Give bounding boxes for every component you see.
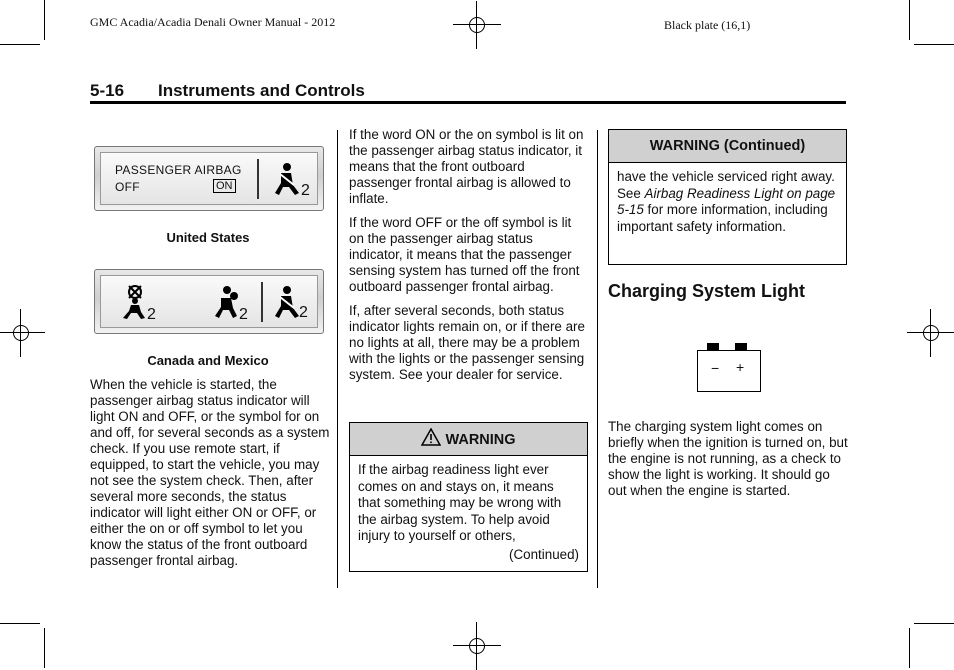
crop-mark: [914, 44, 954, 45]
paragraph: If the word OFF or the off symbol is lit on the passenger airbag status indicator, it means that the passenger sensing system has turned off the front outboard passenger frontal airbag.: [349, 215, 580, 294]
plus-symbol: +: [736, 359, 745, 375]
warning-body: [350, 456, 587, 569]
continued-label: (Continued): [509, 546, 579, 562]
panel-divider: [257, 159, 259, 199]
passenger-airbag-label: PASSENGER AIRBAG: [115, 163, 242, 177]
warning-continued-header: WARNING (Continued): [609, 130, 846, 163]
battery-terminal: [707, 343, 719, 350]
col1-text: [90, 377, 330, 577]
heading-charging-system-light: Charging System Light: [608, 281, 806, 301]
paragraph: The charging system light comes on briefly when the ignition is turned on, but the engine is not running, as a check to show the light is working. It should go out when the engine is started.: [608, 419, 848, 498]
panel-divider: [261, 282, 263, 322]
registration-mark: [463, 11, 491, 39]
paragraph: When the vehicle is started, the passenger airbag status indicator will light ON and OFF, or the symbol for on and off, for several seconds as a system check. If you use remote start, if equipped, to start the vehicle, you may not see the system check. Then, after several more seconds, the status indicator will light either ON or OFF, or either the on or off symbol to let you know the status of the front outboard passenger frontal airbag.: [90, 377, 330, 568]
warning-box: [349, 422, 588, 572]
seat-number: 2: [239, 306, 248, 323]
crop-mark: [914, 623, 954, 624]
manual-title: GMC Acadia/Acadia Denali Owner Manual - 2012: [90, 15, 336, 29]
warning-triangle-icon: [421, 428, 441, 446]
minus-symbol: −: [711, 360, 720, 376]
crop-mark: [909, 0, 910, 40]
registration-mark: [463, 632, 491, 660]
column-divider: [597, 130, 598, 588]
off-label: OFF: [115, 180, 140, 194]
crop-mark: [0, 44, 40, 45]
registration-mark: [7, 319, 35, 347]
warning-text: have the vehicle serviced right away. See: [617, 169, 835, 201]
cross-reference-link[interactable]: Airbag Readiness Light on page 5-15: [617, 185, 836, 217]
plate-label: Black plate (16,1): [664, 18, 751, 32]
column-divider: [337, 130, 338, 588]
figure-caption-canada: Canada and Mexico: [147, 353, 269, 368]
col2-text: [349, 127, 589, 391]
seat-number: 2: [301, 182, 310, 199]
canada-airbag-status-panel: [94, 269, 324, 334]
seat-number: 2: [147, 306, 156, 323]
warning-header: [350, 423, 587, 456]
page-number: 5-16: [90, 81, 125, 100]
seatbelt-passenger-icon: [271, 161, 303, 197]
warning-continued-box: [608, 129, 847, 265]
seat-number: 2: [299, 304, 308, 321]
crop-mark: [44, 628, 45, 668]
us-airbag-status-panel: [94, 146, 324, 211]
crop-mark: [44, 0, 45, 40]
battery-terminal: [735, 343, 747, 350]
paragraph: If, after several seconds, both status indicator lights remain on, or if there are no lights at all, there may be a problem with the lights or the passenger sensing system. See your dealer for service.: [349, 303, 585, 382]
crop-mark: [0, 623, 40, 624]
battery-icon: [697, 350, 761, 392]
warning-title: WARNING: [445, 432, 516, 448]
col3-text: [608, 419, 848, 507]
header-rule: [90, 101, 846, 104]
paragraph: If the word ON or the on symbol is lit on the passenger airbag status indicator, it means that the front outboard passenger frontal airbag is allowed to inflate.: [349, 127, 584, 206]
registration-mark: [917, 319, 945, 347]
warning-continued-body: [609, 163, 846, 241]
section-title: Instruments and Controls: [158, 81, 365, 100]
warning-text: for more information, including important safety information.: [617, 202, 828, 234]
on-label: ON: [213, 179, 236, 193]
crop-mark: [909, 628, 910, 668]
warning-text: If the airbag readiness light ever comes on and stays on, it means that something may be wrong with the airbag system. To help avoid injury to yourself or others,: [358, 462, 562, 543]
figure-caption-us: United States: [166, 230, 250, 245]
